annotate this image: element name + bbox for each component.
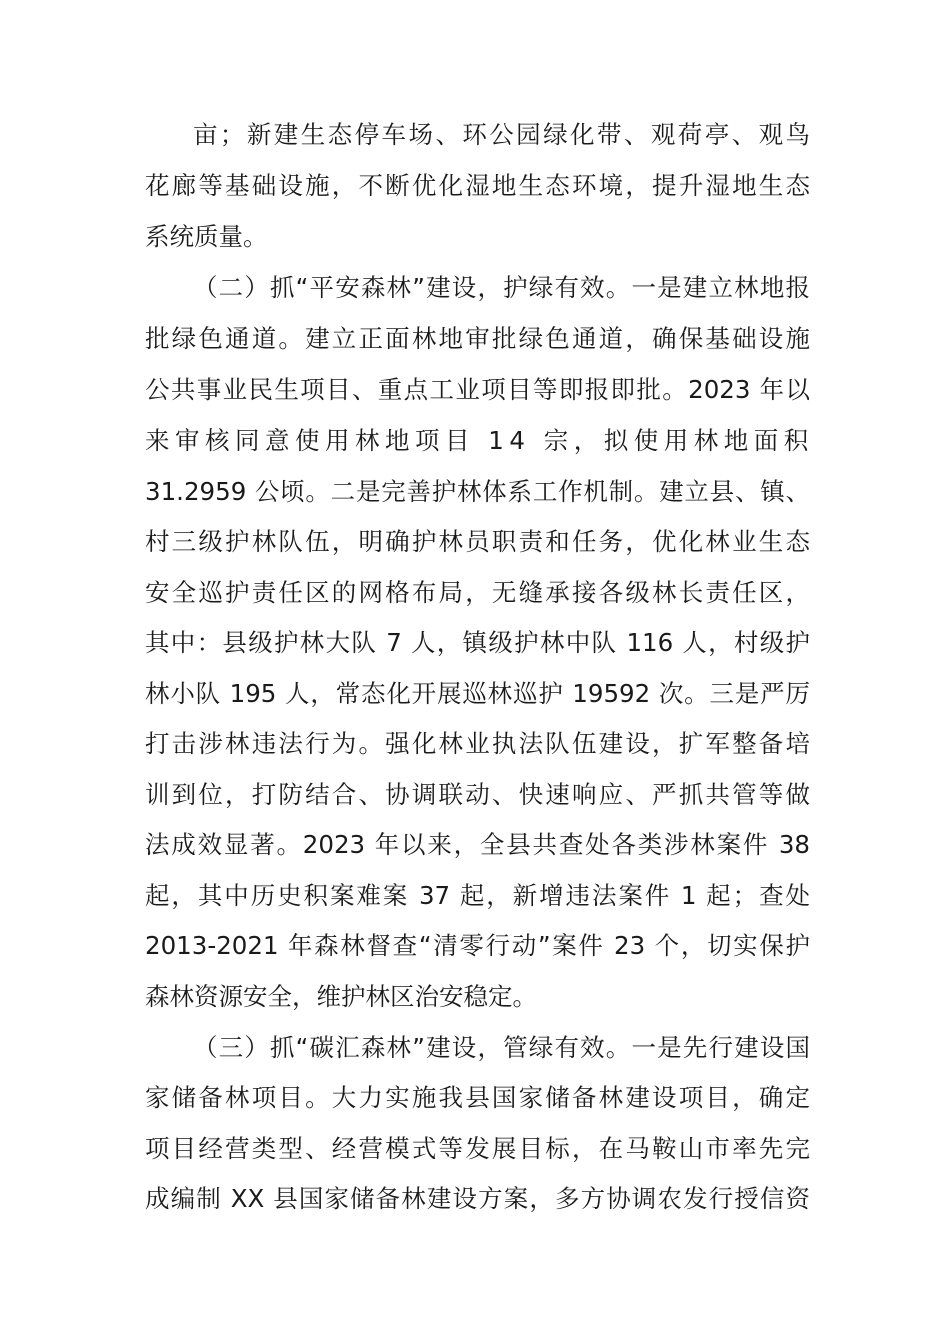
text-line: 打击涉林违法行为。强化林业执法队伍建设，扩军整备培 <box>145 729 810 758</box>
text-line: （二）抓“平安森林”建设，护绿有效。一是建立林地报 <box>193 273 810 302</box>
text-line: 起，其中历史积案难案 37 起，新增违法案件 1 起；查处 <box>145 881 810 910</box>
text-line: 成编制 XX 县国家储备林建设方案，多方协调农发行授信资 <box>145 1184 810 1213</box>
text-line: 法成效显著。2023 年以来，全县共查处各类涉林案件 38 <box>145 830 810 859</box>
text-line: 训到位，打防结合、协调联动、快速响应、严抓共管等做 <box>145 780 810 809</box>
text-line: 森林资源安全，维护林区治安稳定。 <box>145 982 537 1011</box>
text-line: 2013-2021 年森林督查“清零行动”案件 23 个，切实保护 <box>145 931 810 960</box>
text-line: 项目经营类型、经营模式等发展目标，在马鞍山市率先完 <box>145 1134 810 1163</box>
text-line: 31.2959 公顷。二是完善护林体系工作机制。建立县、镇、 <box>145 477 810 506</box>
text-line: 家储备林项目。大力实施我县国家储备林建设项目，确定 <box>145 1083 810 1112</box>
text-line: 系统质量。 <box>145 222 268 251</box>
text-line: 林小队 195 人，常态化开展巡林巡护 19592 次。三是严厉 <box>145 679 810 708</box>
text-line: 村三级护林队伍，明确护林员职责和任务，优化林业生态 <box>145 527 810 556</box>
text-line: 来审核同意使用林地项目 14 宗，拟使用林地面积 <box>145 426 814 455</box>
text-line: 批绿色通道。建立正面林地审批绿色通道，确保基础设施 <box>145 324 810 353</box>
text-line: 亩；新建生态停车场、环公园绿化带、观荷亭、观鸟 <box>193 120 810 149</box>
text-line: 安全巡护责任区的网格布局，无缝承接各级林长责任区， <box>145 578 810 607</box>
text-line: 花廊等基础设施，不断优化湿地生态环境，提升湿地生态 <box>145 171 810 200</box>
text-line: 其中：县级护林大队 7 人，镇级护林中队 116 人，村级护 <box>145 628 810 657</box>
text-line: （三）抓“碳汇森林”建设，管绿有效。一是先行建设国 <box>193 1033 810 1062</box>
text-line: 公共事业民生项目、重点工业项目等即报即批。2023 年以 <box>145 375 810 404</box>
